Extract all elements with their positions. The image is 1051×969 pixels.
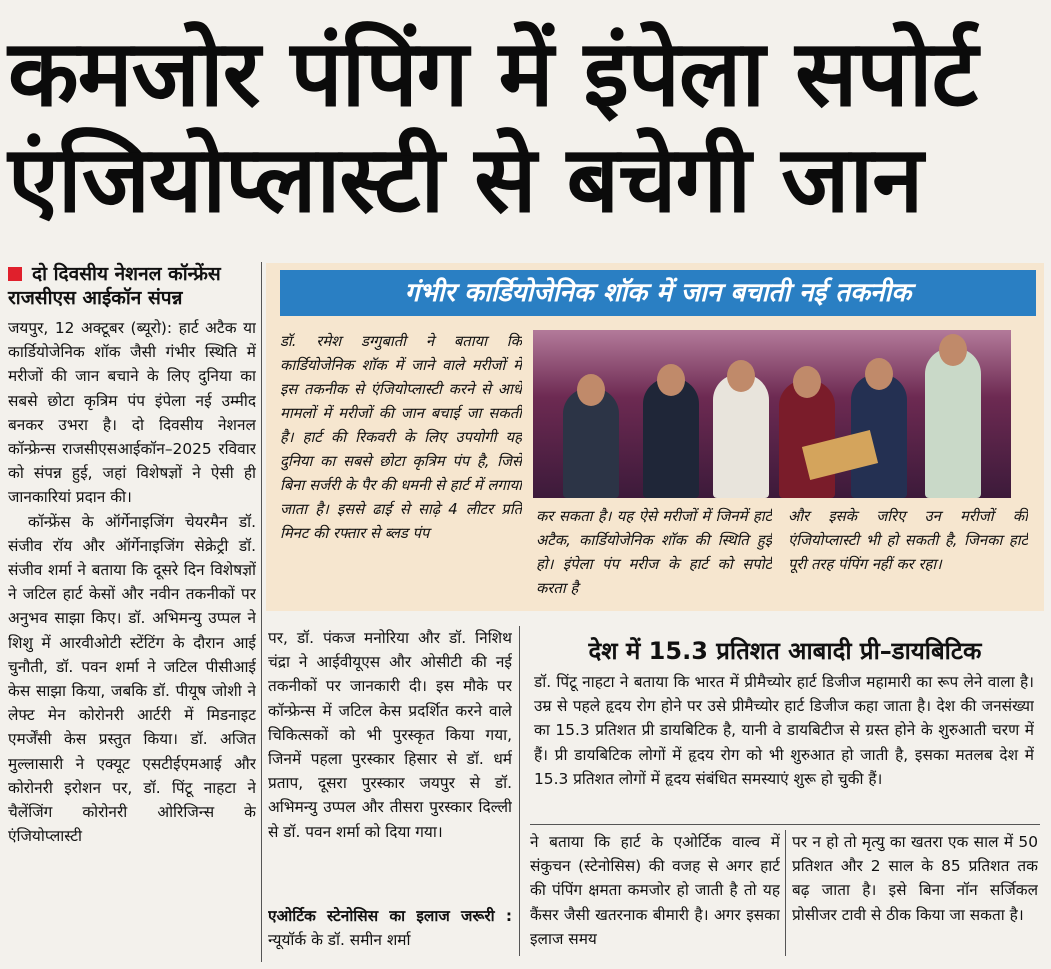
feature-col-3: और इसके जरिए उन मरीजों की एंजियोप्लास्टी भी हो सकती है, जिनका हार्ट पूरी तरह पंपिंग नहीं कर रहा।	[788, 508, 1028, 573]
person-head	[939, 334, 967, 366]
middle-subhead-block	[268, 904, 512, 956]
feature-col-1: डॉ. रमेश डग्गुबाती ने बताया कि कार्डियोजेनिक शॉक में जाने वाले मरीजों में इस तकनीक से एंजियोप्लास्टी करने से आधे मामलों में मरीजों की जान बचाई जा सकती है। हार्ट की रिकवरी के लिए उपयोगी यह दुनिया का सबसे छोटा कृत्रिम पंप है, जिसे बिना सर्जरी के पैर की धमनी से हार्ट में लगाया जाता है। इससे ढाई से साढ़े 4 लीटर प्रति मिनट की रफ्तार से ब्लड पंप	[280, 333, 522, 542]
left-paragraph-2: कॉन्फ्रेंस के ऑर्गेनाइजिंग चेयरमैन डॉ. संजीव रॉय और ऑर्गेनाइजिंग सेक्रेट्री डॉ. संजीव शर्मा ने बताया कि दूसरे दिन विशेषज्ञों ने जटिल हार्ट केसों और नवीन तकनीकों पर अनुभव साझा किए। डॉ. अभिमन्यु उप्पल ने शिशु में आरवीओटी स्टेंटिंग के दौरान आई चुनौती, डॉ. पवन शर्मा ने जटिल पीसीआई केस साझा किया, जबकि डॉ. पीयूष जोशी ने लेफ्ट मेन कोरोनरी आर्टरी में मिडनाइट एमर्जेंसी केस प्रस्तुत किया। डॉ. अजित मुल्लासारी ने एक्यूट एसटीईएमआई और कोरोनरी इरोशन पर, डॉ. पिंटू नाहटा ने चैलेंजिंग कोरोनरी ओरिजिन्स के एंजियोप्लास्टी	[8, 512, 256, 846]
left-paragraph-1: जयपुर, 12 अक्टूबर (ब्यूरो): हार्ट अटैक या कार्डियोजेनिक शॉक जैसी गंभीर स्थिति में मरीजों की जान बचाने के लिए दुनिया का सबसे छोटा कृत्रिम पंप इंपेला नई उम्मीद बनकर उभरा है। दो दिवसीय नेशनल कॉन्फ्रेन्स राजसीएसआईकॉन–2025 रविवार को संपन्न हुई, जहां विशेषज्ञों ने ऐसी ही जानकारियां प्रदान की।	[8, 319, 256, 507]
person-figure	[925, 348, 981, 498]
person-head	[727, 360, 755, 392]
column-divider	[519, 626, 520, 956]
headline-line-1: कमजोर पंपिंग में इंपेला सपोर्ट	[8, 20, 977, 127]
middle-column: पर, डॉ. पंकज मनोरिया और डॉ. निशिथ चंद्रा ने आईवीयूएस और ओसीटी की नई तकनीकों पर जानकारी दी। इस मौके पर कॉन्फ्रेन्स में जटिल केस प्रदर्शित करने वाले चिकित्सकों को भी पुरस्कृत किया गया, जिनमें पहला पुरस्कार हिसार से डॉ. धर्म प्रताप, दूसरा पुरस्कार जयपुर से डॉ. अभिमन्यु उप्पल और तीसरा पुरस्कार दिल्ली से डॉ. पवन शर्मा को दिया गया।	[268, 629, 512, 841]
left-column	[8, 262, 256, 926]
right-col-b: पर न हो तो मृत्यु का खतरा एक साल में 50 प्रतिशत और 2 साल के 85 प्रतिशत तक बढ़ जाता है। इसे बिना नॉन सर्जिकल प्रोसीजर टावी से ठीक किया जा सकता है।	[792, 833, 1038, 924]
person-head	[865, 358, 893, 390]
left-body	[8, 316, 256, 926]
kicker-text: दो दिवसीय नेशनल कॉन्फ्रेंस राजसीएस आईकॉन संपन्न	[8, 263, 221, 309]
person-head	[577, 374, 605, 406]
column-divider	[261, 262, 262, 962]
person-head	[793, 366, 821, 398]
horizontal-divider	[530, 824, 1040, 825]
feature-title: गंभीर कार्डियोजेनिक शॉक में जान बचाती नई तकनीक	[280, 270, 1036, 316]
subhead-text: न्यूयॉर्क के डॉ. समीन शर्मा	[268, 931, 411, 950]
subhead-prediabetic: देश में 15.3 प्रतिशत आबादी प्री–डायबिटिक	[588, 637, 982, 665]
right-col-a: ने बताया कि हार्ट के एओर्टिक वाल्व में संकुचन (स्टेनोसिस) की वजह से अगर हार्ट की पंपिंग क्षमता कमजोर हो जाती है तो यह कैंसर जैसी खतरनाक बीमारी है। अगर इसका इलाज समय	[530, 833, 780, 948]
headline-line-2: एंजियोप्लास्टी से बचेगी जान	[8, 126, 923, 233]
person-head	[657, 364, 685, 396]
subhead-label: एओर्टिक स्टेनोसिस का इलाज जरूरी :	[268, 907, 512, 925]
person-figure	[713, 374, 769, 498]
column-divider	[785, 830, 786, 956]
award-photo	[533, 330, 1011, 498]
feature-col-2: कर सकता है। यह ऐसे मरीजों में जिनमें हार्ट अटैक, कार्डियोजेनिक शॉक की स्थिति हुई हो। इंपेला पंप मरीज के हार्ट को सपोर्ट करता है	[536, 508, 772, 597]
right-body: डॉ. पिंटू नाहटा ने बताया कि भारत में प्रीमैच्योर हार्ट डिजीज महामारी का रूप लेने वाला है। उम्र से पहले हृदय रोग होने पर उसे प्रीमैच्योर हार्ट डिजीज कहा जाता है। देश की जनसंख्या का 15.3 प्रतिशत प्री डायबिटिक है, यानी वे डायबिटीज से ग्रस्त होने के शुरुआती चरण में हैं। प्री डायबिटिक लोगों में हृदय रोग को भी शुरुआत हो जाती है, इसका मतलब देश में 15.3 प्रतिशत लोगों में हृदय संबंधित समस्याएं शुरू हो चुकी हैं।	[534, 673, 1034, 788]
kicker	[8, 262, 256, 310]
person-figure	[643, 378, 699, 498]
bullet-icon	[8, 267, 22, 281]
